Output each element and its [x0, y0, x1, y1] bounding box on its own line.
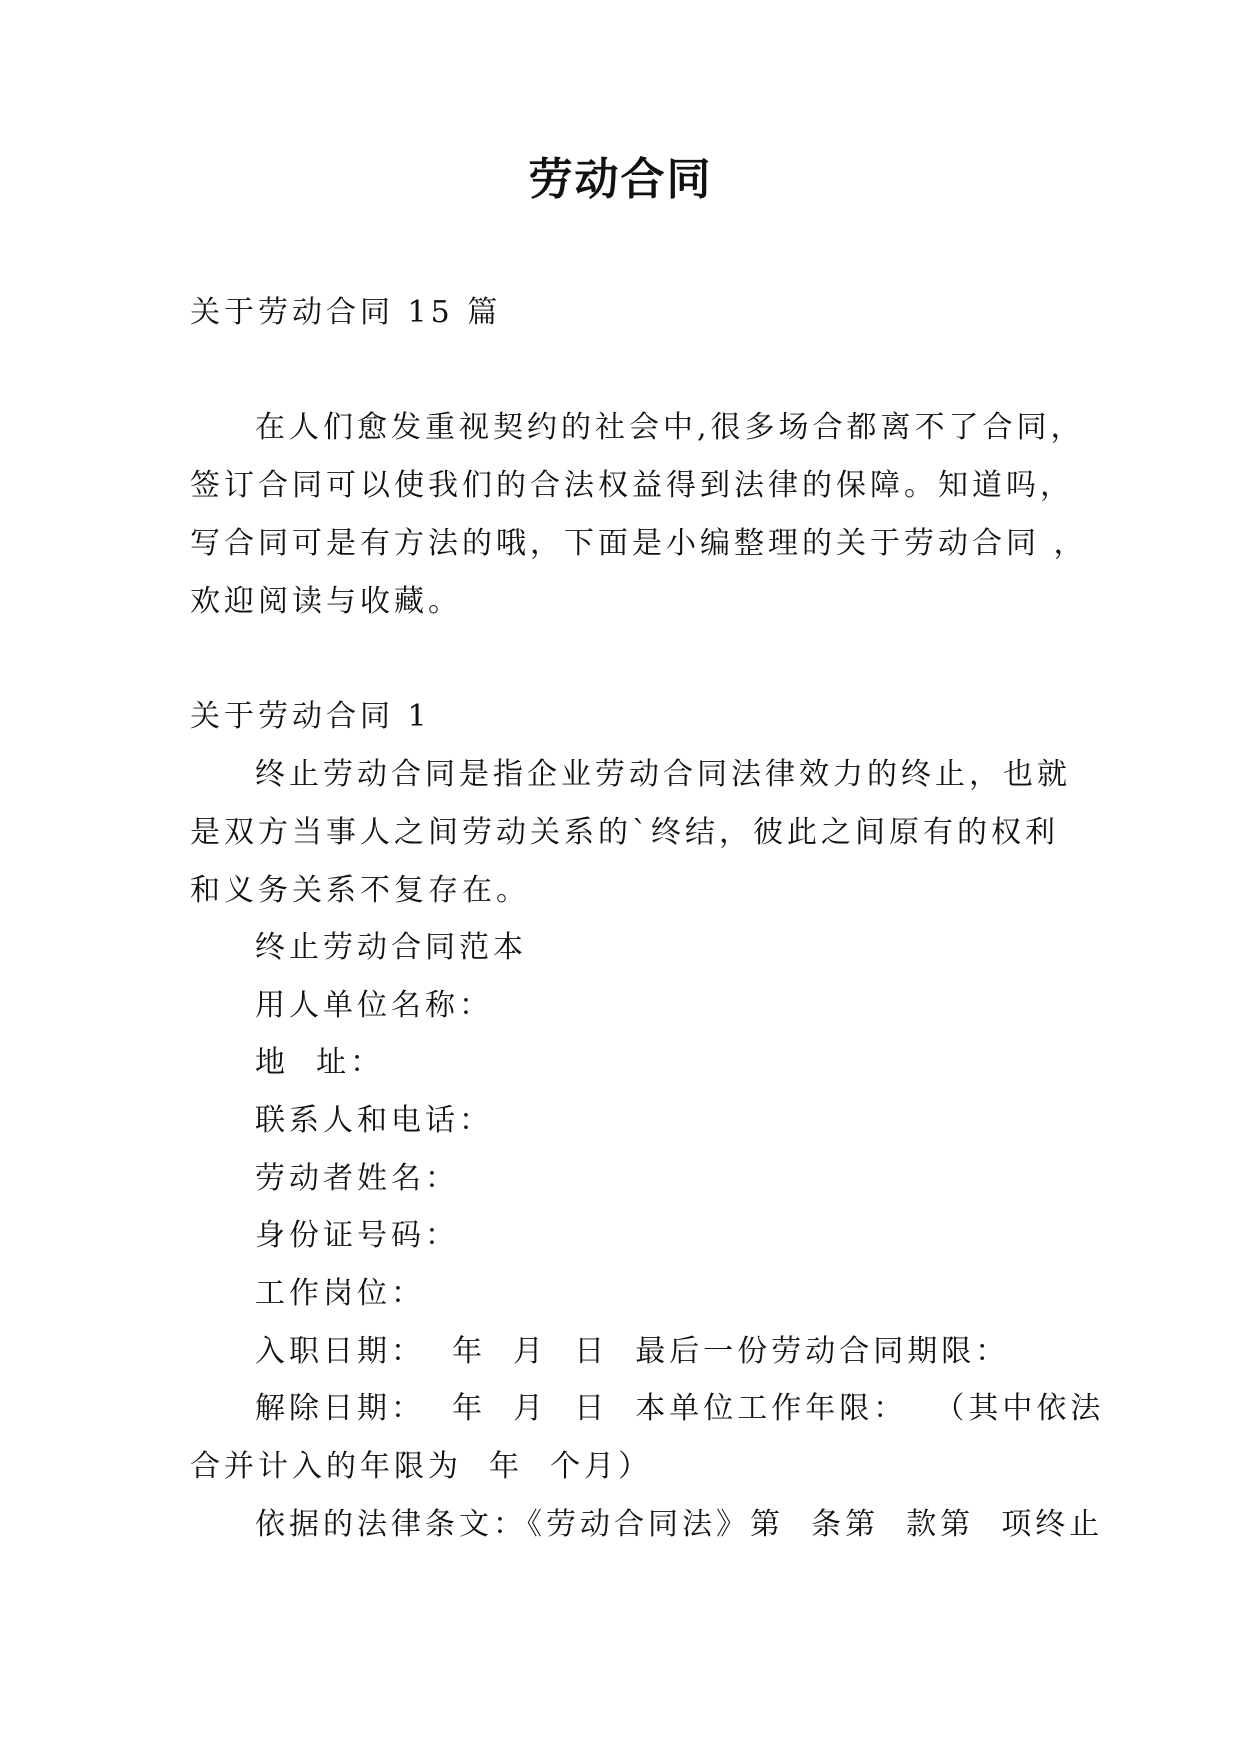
- field-job-position: 工作岗位：: [255, 1276, 425, 1311]
- intro-line-4: 欢迎阅读与收藏。: [190, 584, 462, 619]
- field-employer-name: 用人单位名称：: [255, 988, 493, 1023]
- field-worker-name: 劳动者姓名：: [255, 1161, 459, 1196]
- termination-line-1: 解除日期： 年 月 日 本单位工作年限： （其中依法: [255, 1391, 1105, 1426]
- section-heading: 关于劳动合同 1: [190, 699, 431, 734]
- field-address: 地 址：: [255, 1045, 385, 1080]
- field-id-number: 身份证号码：: [255, 1218, 459, 1253]
- field-contact-phone: 联系人和电话：: [255, 1103, 493, 1138]
- document-subtitle: 关于劳动合同 15 篇: [190, 295, 502, 330]
- section-para-line-2: 是双方当事人之间劳动关系的`终结，彼此之间原有的权利: [190, 815, 1059, 850]
- intro-line-3: 写合同可是有方法的哦，下面是小编整理的关于劳动合同 ，: [190, 526, 1088, 561]
- legal-basis-line: 依据的法律条文：《劳动合同法》第 条第 款第 项终止: [255, 1507, 1104, 1542]
- form-title: 终止劳动合同范本: [255, 930, 527, 965]
- intro-line-1: 在人们愈发重视契约的社会中,很多场合都离不了合同，: [255, 410, 1085, 445]
- section-para-line-3: 和义务关系不复存在。: [190, 873, 530, 908]
- document-title: 劳动合同: [528, 154, 713, 205]
- termination-line-2: 合并计入的年限为 年 个月）: [190, 1449, 653, 1484]
- intro-line-2: 签订合同可以使我们的合法权益得到法律的保障。知道吗，: [190, 468, 1074, 503]
- field-entry-date: 入职日期： 年 月 日 最后一份劳动合同期限：: [255, 1334, 1010, 1369]
- section-para-line-1: 终止劳动合同是指企业劳动合同法律效力的终止，也就: [255, 757, 1071, 792]
